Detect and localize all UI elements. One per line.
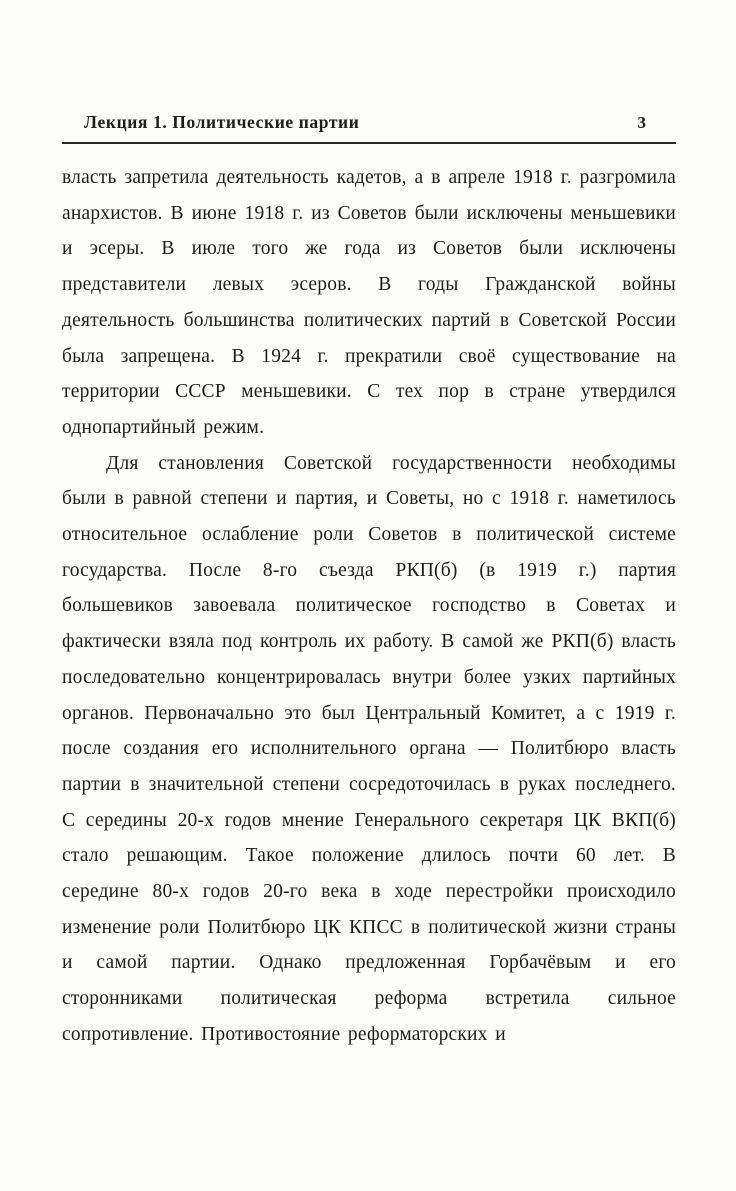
- paragraph: власть запретила деятельность кадетов, а в апреле 1918 г. разгромила анархистов. В июне 1918 г. из Советов были исключены меньшевики и эсеры. В июле того же года из Советов были исключены представители левых эсеров. В годы Гражданской войны деятельность большинства политических партий в Советской России была запрещена. В 1924 г. прекратили своё существование на территории СССР меньшевики. С тех пор в стране утвердился однопартийный режим.: [62, 167, 676, 438]
- page-number: 3: [637, 113, 646, 132]
- paragraph: Для становления Советской государственности необходимы были в равной степени и партия, и Советы, но с 1918 г. наметилось относительное ослабление роли Советов в политической системе государства. После 8-го съезда РКП(б) (в 1919 г.) партия большевиков завоевала политическое господство в Советах и фактически взяла под контроль их работу. В самой же РКП(б) власть последовательно концентрировалась внутри более узких партийных органов. Первоначально это был Центральный Комитет, а с 1919 г. после создания его исполнительного органа — Политбюро власть партии в значительной степени сосредоточилась в руках последнего. С середины 20-х годов мнение Генерального секретаря ЦК ВКП(б) стало решающим. Такое положение длилось почти 60 лет. В середине 80-х годов 20-го века в ходе перестройки происходило изменение роли Политбюро ЦК КПСС в политической жизни страны и самой партии. Однако предложенная Горбачёвым и его сторонниками политическая реформа встретила сильное сопротивление. Противостояние реформаторских и: [62, 452, 676, 1045]
- running-header: [62, 112, 676, 144]
- page-title: Лекция 1. Политические партии: [84, 112, 360, 132]
- body-text: [62, 160, 676, 1053]
